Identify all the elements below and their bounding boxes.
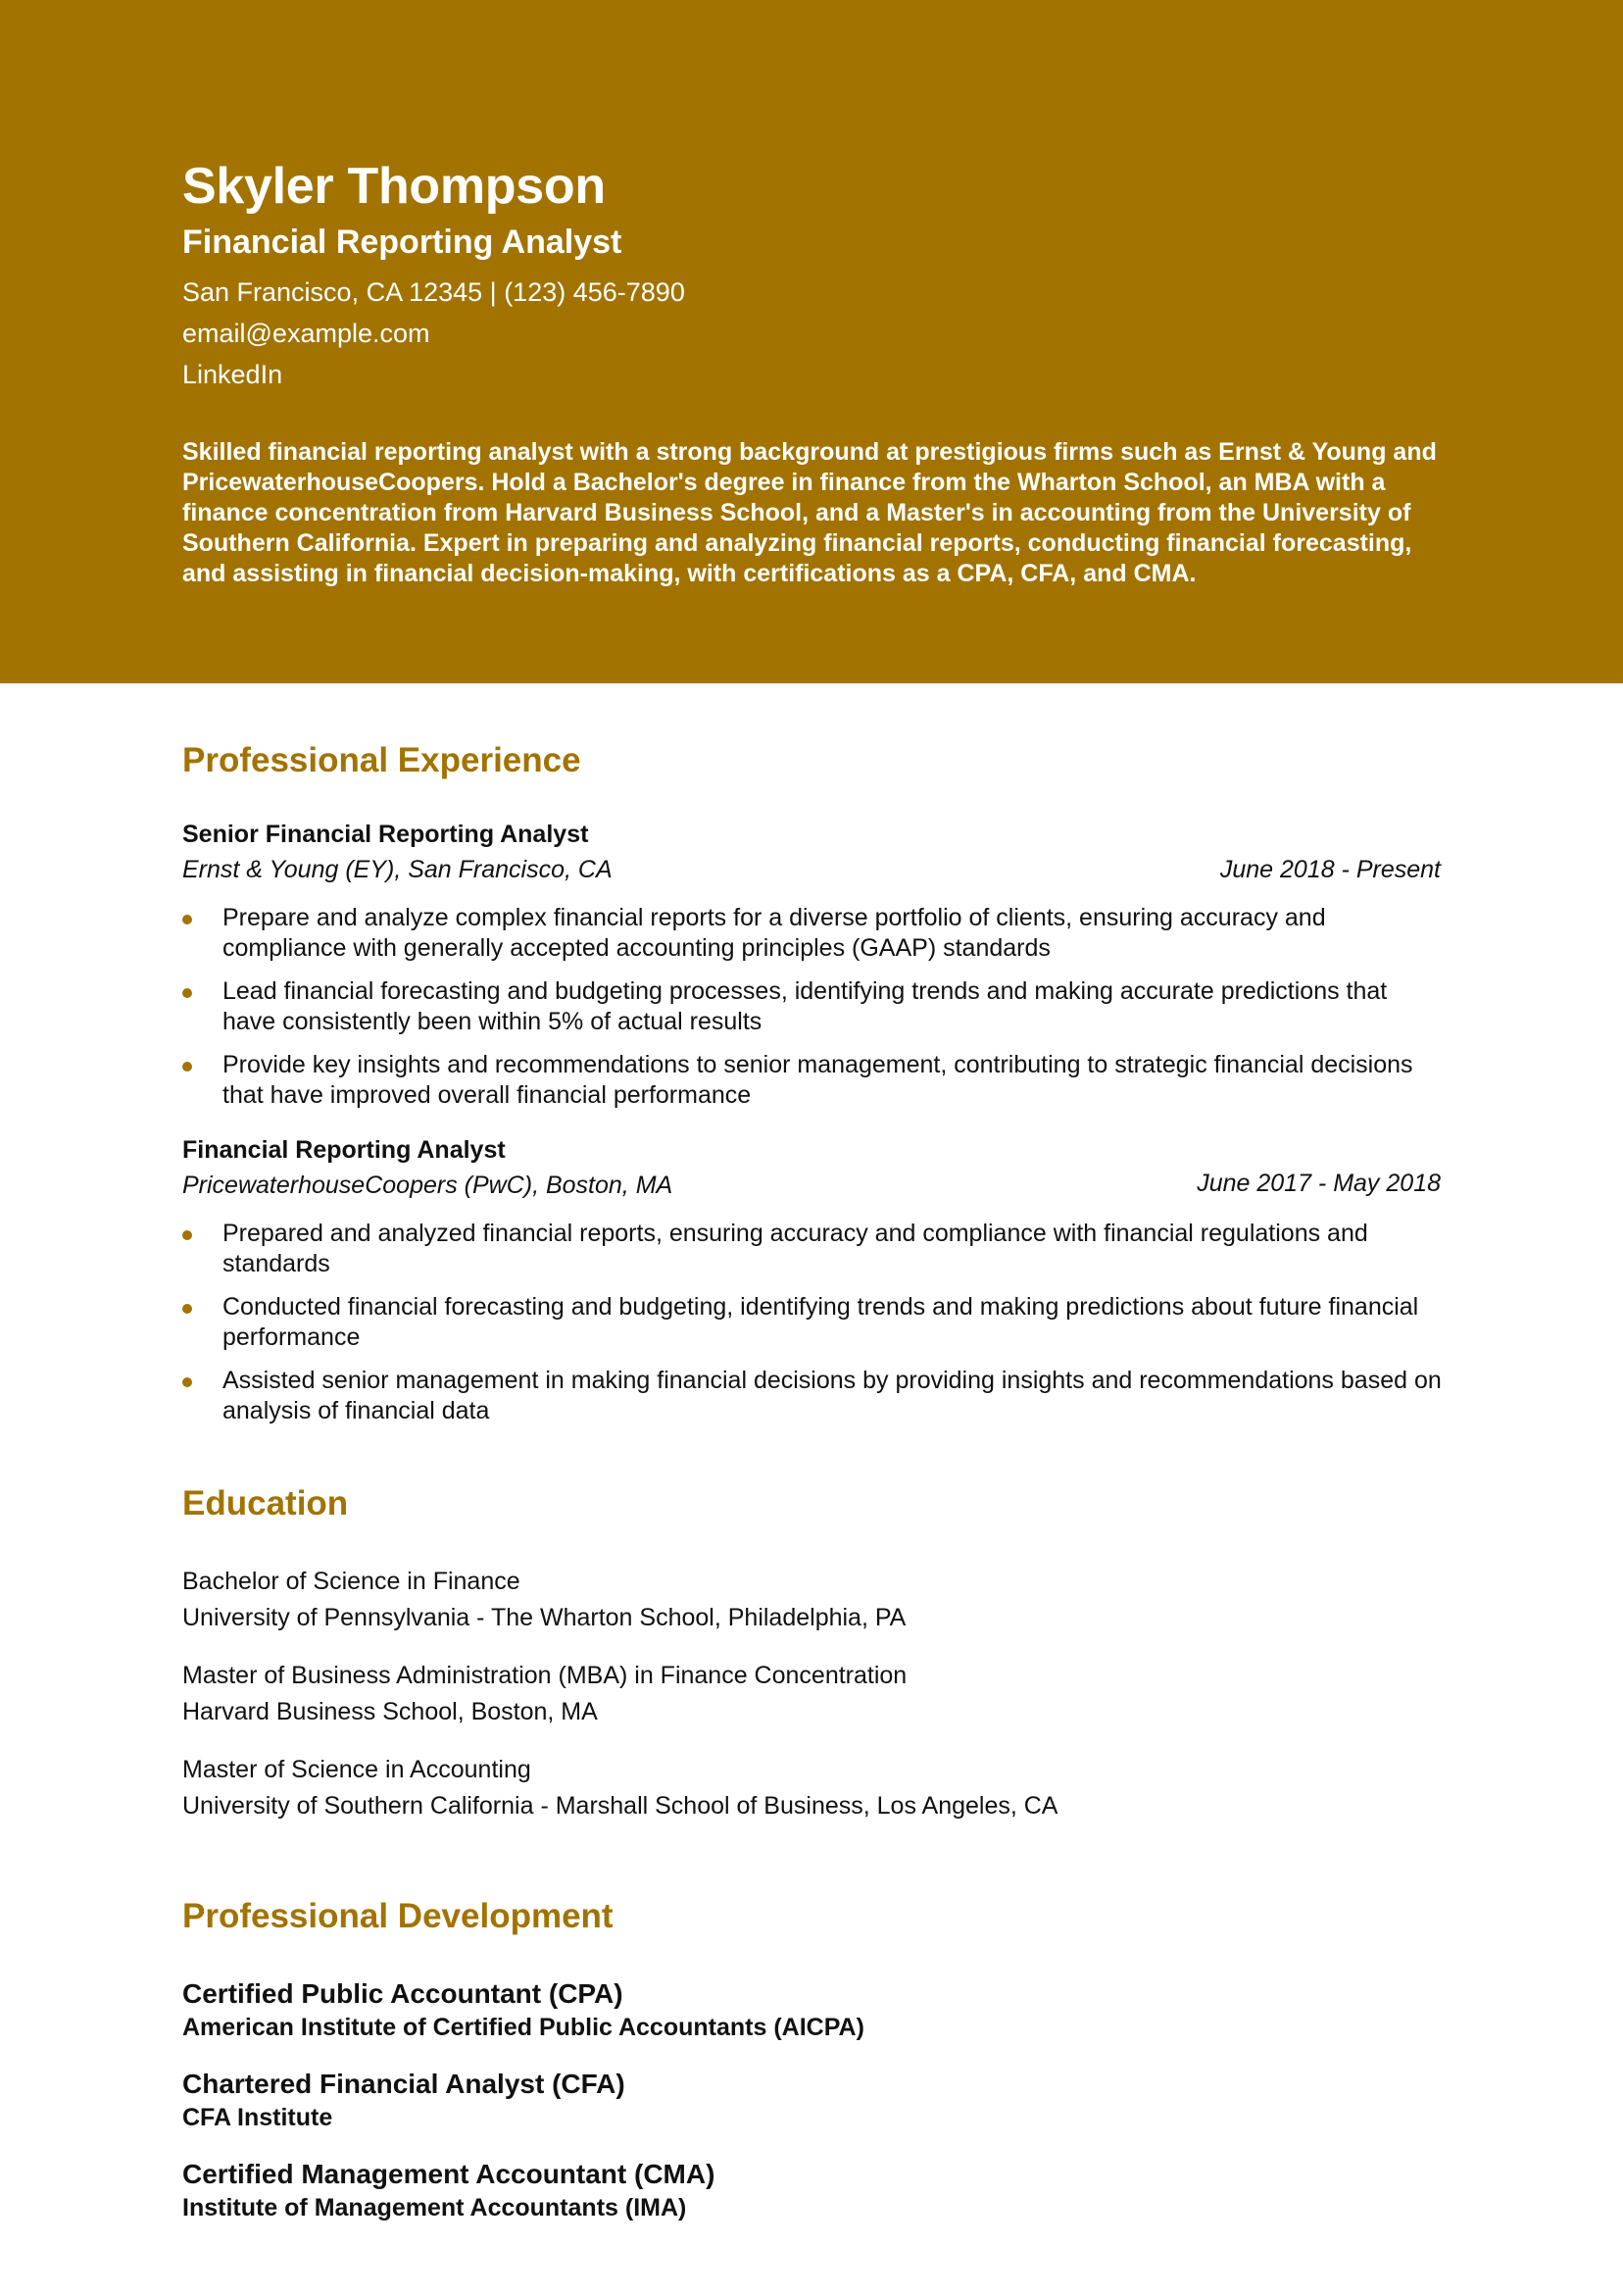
bullet-text: Provide key insights and recommendations to senior management, contributing to strategic financial decisions that have improved overall financial performance [222,1051,1413,1109]
certification-issuer: Institute of Management Accountants (IMA) [182,2194,687,2221]
degree: Bachelor of Science in Finance [182,1568,520,1595]
job-role: Senior Financial Reporting Analyst [182,821,589,848]
school: Harvard Business School, Boston, MA [182,1698,598,1725]
job-company: PricewaterhouseCoopers (PwC), Boston, MA [182,1172,673,1199]
bullet-text: Prepare and analyze complex financial reports for a diverse portfolio of clients, ensuring accuracy and compliance with generally accepted accounting principles (GAAP) standards [222,904,1326,962]
job-dates: June 2017 - May 2018 [1197,1170,1441,1197]
experience-heading: Professional Experience [182,741,581,779]
bullet-icon [182,988,192,998]
education-heading: Education [182,1484,349,1522]
development-heading: Professional Development [182,1897,614,1935]
school: University of Southern California - Marshall School of Business, Los Angeles, CA [182,1792,1058,1820]
certification-name: Chartered Financial Analyst (CFA) [182,2069,625,2099]
list-item [182,903,1447,964]
bullet-icon [182,1377,192,1387]
list-item [182,976,1447,1037]
email-link[interactable]: email@example.com [182,319,430,348]
certification-issuer: CFA Institute [182,2104,333,2131]
degree: Master of Business Administration (MBA) in Finance Concentration [182,1662,908,1689]
candidate-name: Skyler Thompson [182,158,606,215]
bullet-icon [182,915,192,924]
bullet-icon [182,1062,192,1072]
certification-name: Certified Management Accountant (CMA) [182,2159,715,2189]
degree: Master of Science in Accounting [182,1756,531,1783]
bullet-icon [182,1304,192,1314]
list-item [182,1050,1447,1111]
location-phone: San Francisco, CA 12345 | (123) 456-7890 [182,277,685,307]
linkedin-link[interactable]: LinkedIn [182,360,283,389]
job-dates: June 2018 - Present [1219,856,1441,883]
certification-issuer: American Institute of Certified Public Accountants (AICPA) [182,2014,864,2041]
list-item [182,1366,1447,1426]
certification-name: Certified Public Accountant (CPA) [182,1978,623,2009]
bullet-icon [182,1230,192,1240]
bullet-text: Prepared and analyzed financial reports, ensuring accuracy and compliance with financial regulations and standards [222,1220,1368,1277]
header-banner [0,0,1623,683]
list-item [182,1219,1447,1279]
school: University of Pennsylvania - The Wharton School, Philadelphia, PA [182,1604,907,1631]
bullet-text: Assisted senior management in making financial decisions by providing insights and recommendations based on analysis of financial data [222,1367,1442,1424]
candidate-title: Financial Reporting Analyst [182,224,622,261]
job-role: Financial Reporting Analyst [182,1136,506,1164]
bullet-text: Conducted financial forecasting and budgeting, identifying trends and making predictions about future financial performance [222,1293,1419,1351]
job-company: Ernst & Young (EY), San Francisco, CA [182,856,613,883]
professional-summary: Skilled financial reporting analyst with a strong background at prestigious firms such as Ernst & Young and PricewaterhouseCoopers. Hold a Bachelor's degree in finance from the Wharton School, an MBA with a finance concentration from Harvard Business School, and a Master's in accounting from the University of Southern California. Expert in preparing and analyzing financial reports, conducting financial forecasting, and assisting in financial decision-making, with certifications as a CPA, CFA, and CMA. [182,438,1437,587]
bullet-text: Lead financial forecasting and budgeting processes, identifying trends and making accurate predictions that have consistently been within 5% of actual results [222,977,1388,1035]
list-item [182,1292,1447,1353]
